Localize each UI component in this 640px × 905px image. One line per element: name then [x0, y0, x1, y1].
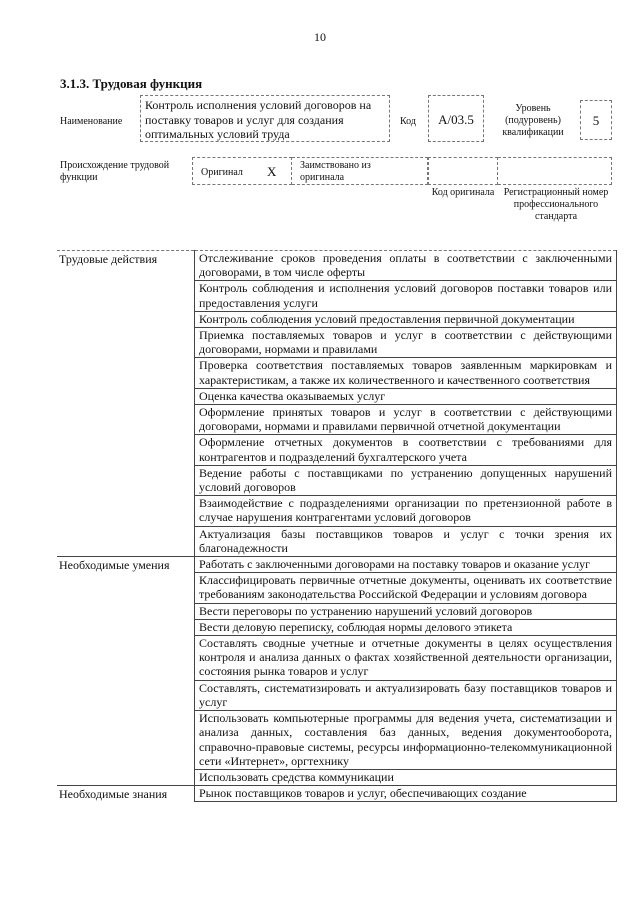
- section-item: Оформление отчетных документов в соответствии с требованиями для контрагентов и подразделений бухгалтерского учета: [195, 435, 617, 465]
- section-item: Составлять сводные учетные и отчетные документы в целях осуществления контроля и анализа данных о фактах хозяйственной деятельности организации, состояния рынка товаров и услуг: [195, 636, 617, 681]
- table-row: [57, 557, 617, 573]
- section-item: Взаимодействие с подразделениями организации по претензионной работе в случае нарушения контрагентами условий договоров: [195, 496, 617, 526]
- original-mark: X: [267, 164, 277, 179]
- name-label: Наименование: [60, 116, 123, 127]
- section-item: Приемка поставляемых товаров и услуг в соответствии с действующими договорами, нормами и правилами: [195, 328, 617, 358]
- function-table: [57, 250, 617, 802]
- section-item: Проверка соответствия поставляемых товаров заявленным маркировкам и характеристикам, а также их количественного и качественного соответствия: [195, 358, 617, 388]
- section-category: Трудовые действия: [57, 251, 195, 557]
- function-name: Контроль исполнения условий договоров на поставку товаров и услуг для создания оптимальных условий труда: [145, 98, 372, 141]
- borrowed-box: [292, 157, 428, 185]
- name-box: [140, 95, 390, 142]
- section-item: Классифицировать первичные отчетные документы, оценивать их соответствие требованиям законодательства Российской Федерации и условиям договора: [195, 573, 617, 603]
- original-box: [192, 157, 292, 185]
- code-label: Код: [400, 116, 416, 127]
- section-item: Использовать компьютерные программы для ведения учета, систематизации и анализа данных, составления баз данных, ведения документооборота, справочно-правовые системы, ресурсы информационно-телекоммуникационной сети «Интернет», оргтехнику: [195, 711, 617, 770]
- borrowed-label: Заимствовано из оригинала: [300, 160, 371, 183]
- section-item: Оформление принятых товаров и услуг в соответствии с действующими договорами, нормами и правилами первичной отчетной документации: [195, 405, 617, 435]
- section-category: Необходимые умения: [57, 557, 195, 786]
- section-item: Отслеживание сроков проведения оплаты в соответствии с заключенными договорами, в том числе оферты: [195, 251, 617, 281]
- section-item: Вести деловую переписку, соблюдая нормы делового этикета: [195, 619, 617, 635]
- section-item: Контроль соблюдения и исполнения условий договоров поставки товаров или предоставления услуги: [195, 281, 617, 311]
- level-label: Уровень (подуровень) квалификации: [502, 103, 564, 138]
- origin-code-caption: Код оригинала: [431, 187, 495, 198]
- section-category: Необходимые знания: [57, 786, 195, 802]
- section-item: Рынок поставщиков товаров и услуг, обеспечивающих создание: [195, 786, 617, 802]
- level-box: [580, 100, 612, 140]
- section-item: Вести переговоры по устранению нарушений условий договоров: [195, 603, 617, 619]
- table-row: [57, 251, 617, 281]
- reg-number-caption: Регистрационный номер профессионального стандарта: [503, 187, 609, 222]
- section-title: 3.1.3. Трудовая функция: [60, 76, 203, 91]
- section-item: Оценка качества оказываемых услуг: [195, 388, 617, 404]
- level-value: 5: [592, 113, 600, 128]
- code-value: A/03.5: [438, 112, 474, 127]
- section-item: Актуализация базы поставщиков товаров и услуг с точки зрения их благонадежности: [195, 526, 617, 556]
- original-label: Оригинал: [201, 167, 243, 178]
- section-item: Использовать средства коммуникации: [195, 769, 617, 785]
- origin-label: Происхождение трудовой функции: [60, 160, 170, 183]
- page-number: 10: [314, 30, 326, 44]
- section-item: Работать с заключенными договорами на поставку товаров и оказание услуг: [195, 557, 617, 573]
- section-item: Составлять, систематизировать и актуализировать базу поставщиков товаров и услуг: [195, 680, 617, 710]
- code-box: [428, 95, 484, 142]
- reg-number-box: [498, 157, 612, 185]
- table-row: [57, 786, 617, 802]
- section-item: Контроль соблюдения условий предоставления первичной документации: [195, 311, 617, 327]
- section-item: Ведение работы с поставщиками по устранению допущенных нарушений условий договоров: [195, 465, 617, 495]
- origin-code-box: [428, 157, 498, 185]
